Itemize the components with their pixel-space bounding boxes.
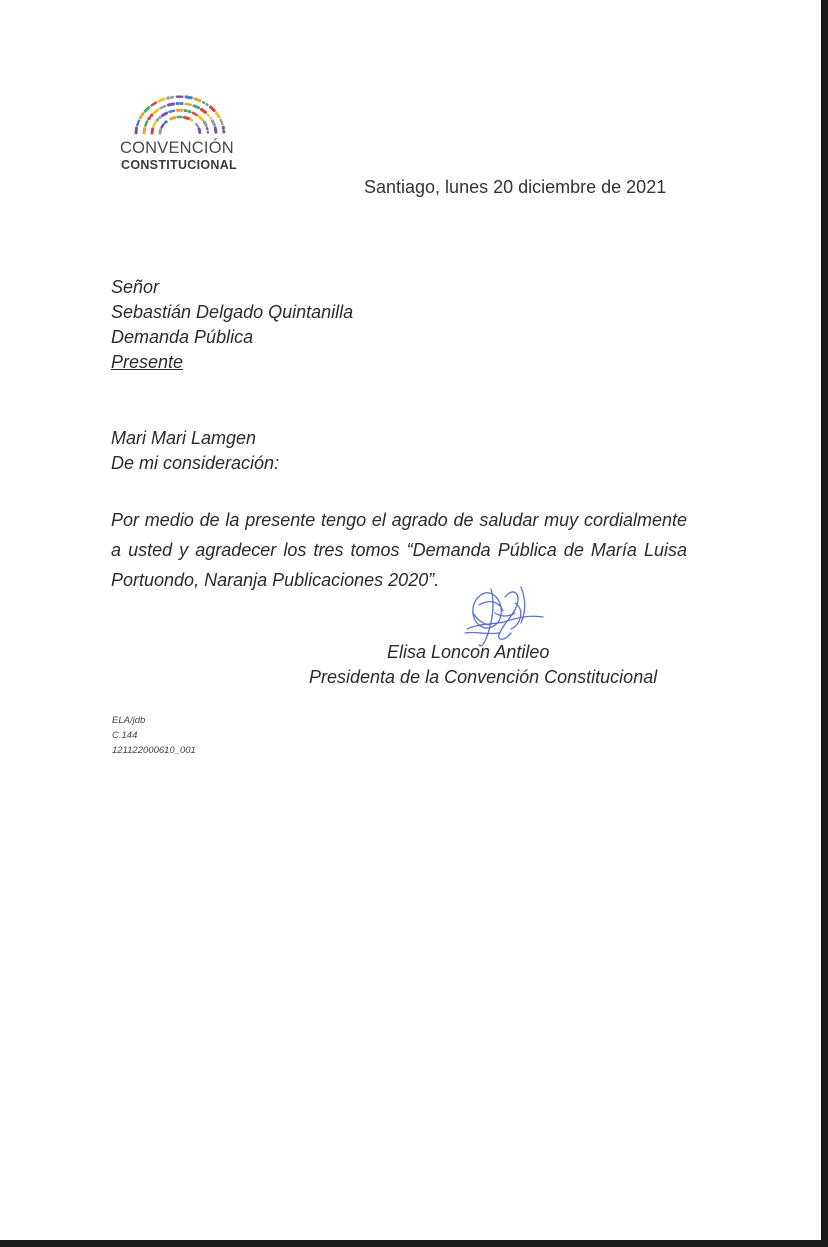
- logo-arc-dash: [213, 121, 215, 125]
- logo-arc-dash: [140, 114, 143, 118]
- logo-arc-dash: [144, 129, 145, 133]
- logo-arc-dash: [202, 110, 206, 113]
- logo-arc-dash: [203, 102, 208, 105]
- logo-arc-dash: [221, 120, 223, 124]
- logo-arc-dash: [145, 108, 149, 112]
- logo-arc-dash: [215, 128, 216, 132]
- logo-arc-dash: [199, 117, 202, 120]
- reference-code: C.144: [112, 730, 138, 741]
- logo-arc-dash: [160, 130, 161, 134]
- logo-arc-dash: [185, 111, 190, 112]
- logo-arc-dash: [191, 120, 194, 122]
- logo-arc-dash: [157, 117, 160, 120]
- logo-arc-dash: [216, 113, 219, 117]
- logo-arc-dash: [163, 113, 167, 115]
- logo-arc-dash: [193, 113, 197, 115]
- signer-title: Presidenta de la Convención Constitucional: [309, 667, 658, 687]
- recipient-organization: Demanda Pública: [111, 327, 254, 347]
- logo-arc-dash: [169, 104, 174, 105]
- logo-arc-dash: [168, 97, 173, 98]
- arc-dots-icon: [120, 84, 246, 136]
- logo-arc-dash: [154, 110, 158, 113]
- logo-arc-dash: [211, 107, 215, 111]
- signer-name: Elisa Loncon Antileo: [387, 642, 550, 662]
- logo-arc-dash: [207, 128, 208, 132]
- recipient-name: Sebastián Delgado Quintanilla: [111, 302, 354, 322]
- logo-text-line1: CONVENCIÓN: [120, 139, 234, 157]
- logo-arc-dash: [185, 117, 189, 118]
- reference-initials: ELA/jdb: [112, 715, 146, 726]
- logo-arc-dash: [161, 106, 166, 108]
- convencion-logo: [118, 84, 248, 174]
- logo-arc-dash: [195, 99, 200, 101]
- logo-arc-dash: [152, 103, 156, 106]
- logo-arc-dash: [194, 106, 199, 108]
- recipient-salutation: Señor: [111, 277, 160, 297]
- logo-arc-dash: [162, 124, 164, 127]
- logo-arc-dash: [223, 127, 224, 132]
- logo-arc-dash: [196, 124, 198, 127]
- logo-arc-dash: [204, 122, 206, 126]
- logo-arc-dash: [170, 111, 175, 112]
- logo-arc-dash: [145, 121, 147, 125]
- greeting-line1: Mari Mari Lamgen: [111, 428, 257, 448]
- logo-arc-dash: [149, 115, 152, 119]
- logo-arc-dash: [136, 128, 137, 133]
- logo-arc-dash: [159, 99, 164, 101]
- logo-arc-dash: [186, 104, 191, 105]
- letter-date: Santiago, lunes 20 diciembre de 2021: [364, 177, 667, 197]
- logo-arc-dash: [165, 120, 168, 122]
- logo-text-line2: CONSTITUCIONAL: [121, 158, 237, 172]
- letter-body: Por medio de la presente tengo el agrado de saludar muy cordialmente a usted y agradecer los tres tomos “Demanda Pública de María Luisa Portuondo, Naranja Publicaciones 2020”.: [111, 510, 687, 590]
- logo-arc-dash: [154, 123, 156, 127]
- logo-arc-dash: [199, 129, 200, 133]
- logo-arc-dash: [208, 115, 211, 119]
- logo-arc-dash: [137, 121, 139, 126]
- logo-arc-dash: [186, 97, 191, 98]
- logo-arc-dash: [171, 118, 175, 119]
- reference-number: 121122000610_001: [112, 745, 196, 756]
- logo-arc-dash: [152, 129, 153, 133]
- greeting-line2: De mi consideración:: [111, 453, 280, 473]
- recipient-presente: Presente: [111, 352, 184, 372]
